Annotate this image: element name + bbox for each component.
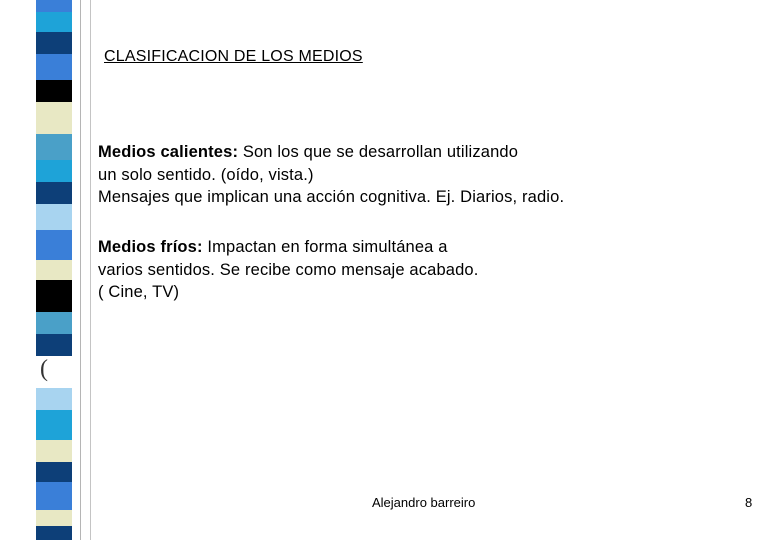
hot-media-line-1 (98, 141, 564, 164)
hot-media-paragraph (98, 141, 564, 209)
decorative-color-stripes (36, 0, 72, 540)
cold-media-line-1-text: Impactan en forma simultánea a (202, 238, 448, 256)
hot-media-line-1-text: Son los que se desarrollan utilizando (238, 143, 519, 161)
hot-media-lead: Medios calientes: (98, 143, 239, 161)
vertical-divider-line-inner (90, 0, 91, 540)
cold-media-paragraph (98, 236, 479, 304)
cold-media-lead: Medios fríos: (98, 238, 203, 256)
slide-title: CLASIFICACION DE LOS MEDIOS (104, 48, 363, 65)
vertical-divider-line (80, 0, 81, 540)
footer-author: Alejandro barreiro (372, 495, 476, 510)
cold-media-line-3: ( Cine, TV) (98, 283, 180, 301)
hot-media-line-2: un solo sentido. (oído, vista.) (98, 165, 314, 184)
cold-media-line-1 (98, 236, 479, 259)
cold-media-line-2: varios sentidos. Se recibe como mensaje acabado. (98, 260, 479, 279)
stray-parenthesis-glyph: ( (40, 356, 48, 382)
page-number: 8 (745, 495, 753, 510)
hot-media-line-3: Mensajes que implican una acción cognitiva. Ej. Diarios, radio. (98, 188, 565, 206)
